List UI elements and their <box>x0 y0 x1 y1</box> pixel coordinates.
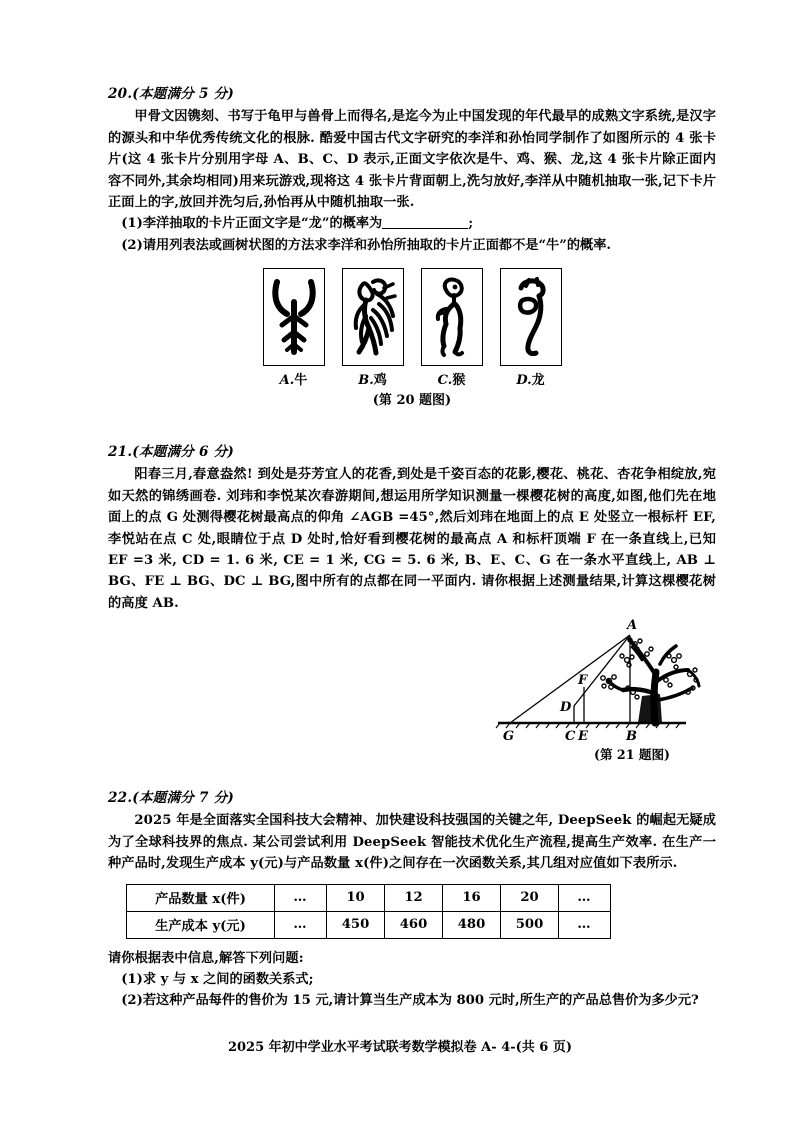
oracle-card-d <box>500 268 562 366</box>
question-20-figure <box>108 268 716 408</box>
label-F: F <box>578 673 588 689</box>
oracle-card-b <box>342 268 404 366</box>
tree-diagram <box>490 616 710 750</box>
card-label-a <box>263 369 325 388</box>
question-22-prompt: 请你根据表中信息,解答下列问题: <box>108 950 304 966</box>
question-22-body: 2025 年是全面落实全国科技大会精神、加快建设科技强国的关键之年, DeepSeek 的崛起无疑成为了全球科技界的焦点. 某公司尝试利用 DeepSeek 智能技术优化生产流程,提高生产效率. 在生产一种产品时,发现生产成本 y(元)与产品数量 x(件)之间存在一次函数关系,其几组对应值如下表所示. <box>108 813 716 872</box>
table-cell: … <box>275 884 327 911</box>
question-20-body: 甲骨文因镌刻、书写于龟甲与兽骨上而得名,是迄今为止中国发现的年代最早的成熟文字系统,是汉字的源头和中华优秀传统文化的根脉. 酷爱中国古代文字研究的李洋和孙怡同学制作了如图所示的 4 张卡片(这 4 张卡片分别用字母 A、B、C、D 表示,正面文字依次是牛、鸡、猴、龙,这 4 张卡片除正面内容不同外,其余均相同)用来玩游戏,现将这 4 张卡片背面朝上,洗匀放好,李洋从中随机抽取一张,记下卡片正面上的字,放回并洗匀后,孙怡再从中随机抽取一张. <box>108 109 716 210</box>
table-cell: … <box>559 911 611 938</box>
card-label-d <box>500 369 562 388</box>
question-21-body: 阳春三月,春意盎然! 到处是芬芳宜人的花香,到处是千姿百态的花影,樱花、桃花、杏花争相绽放,宛如天然的锦绣画卷. 刘玮和李悦某次春游期间,想运用所学知识测量一棵樱花树的高度,如图,他们先在地面上的点 G 处测得樱花树最高点的仰角 ∠AGB =45°,然后刘玮在地面上的点 E 处竖立一根标杆 EF,李悦站在点 C 处,眼睛位于点 D 处时,恰好看到樱花树的最高点 A 和标杆顶端 F 在一条直线上,已知 EF =3 米, CD = 1. 6 米, CE = 1 米, CG = 5. 6 米, B、E、C、G 在一条水平直线上, AB ⊥ BG、FE ⊥ BG、DC ⊥ BG,图中所有的点都在同一平面内. 请你根据上述测量结果,计算这棵樱花树的高度 AB. <box>108 467 716 611</box>
question-21-figure <box>108 616 716 766</box>
question-21-figure-caption: (第 21 题图) <box>594 747 670 763</box>
answer-blank[interactable] <box>382 228 468 229</box>
label-B: B <box>626 729 637 745</box>
question-22-part-1: (1)求 y 与 x 之间的函数关系式; <box>121 971 314 987</box>
oracle-card-c <box>421 268 483 366</box>
table-cell: 12 <box>385 884 443 911</box>
table-row <box>127 911 611 938</box>
card-name-d: 龙 <box>531 373 545 389</box>
question-20 <box>108 84 716 408</box>
question-21-heading: 21.(本题满分 6 分) <box>108 444 235 461</box>
card-letter-a: A. <box>279 373 295 389</box>
question-22-heading: 22.(本题满分 7 分) <box>108 790 235 807</box>
card-name-c: 猴 <box>452 373 466 389</box>
card-name-b: 鸡 <box>373 373 387 389</box>
production-cost-table <box>126 884 611 939</box>
card-letter-c: C. <box>437 373 453 389</box>
card-name-a: 牛 <box>294 373 308 389</box>
table-cell: 480 <box>443 911 501 938</box>
oracle-card-labels <box>263 369 562 388</box>
table-cell: 450 <box>327 911 385 938</box>
question-20-figure-caption: (第 20 题图) <box>372 393 452 409</box>
label-E: E <box>578 729 588 745</box>
table-cell: 10 <box>327 884 385 911</box>
table-cell: 20 <box>501 884 559 911</box>
table-row-header-quantity: 产品数量 x(件) <box>127 884 275 911</box>
table-cell: … <box>275 911 327 938</box>
question-20-heading: 20.(本题满分 5 分) <box>108 86 235 102</box>
card-letter-b: B. <box>358 373 374 389</box>
question-20-part-1-text: (1)李洋抽取的卡片正面文字是“龙”的概率为 <box>121 216 383 232</box>
page-footer: 2025 年初中学业水平考试联考数学模拟卷 A- 4-(共 6 页) <box>227 1040 573 1055</box>
card-label-b <box>342 369 404 388</box>
question-20-part-1-suffix: ; <box>468 216 474 232</box>
oracle-ox-icon <box>271 276 317 358</box>
oracle-monkey-icon <box>430 276 474 358</box>
label-C: C <box>565 729 576 745</box>
oracle-dragon-icon <box>509 276 553 358</box>
oracle-card-a <box>263 268 325 366</box>
label-G: G <box>503 729 515 745</box>
table-row <box>127 884 611 911</box>
question-22 <box>108 788 716 1012</box>
table-cell: 460 <box>385 911 443 938</box>
table-row-header-cost: 生产成本 y(元) <box>127 911 275 938</box>
oracle-rooster-icon <box>349 276 397 358</box>
table-cell: … <box>559 884 611 911</box>
card-label-c <box>421 369 483 388</box>
question-22-part-2: (2)若这种产品每件的售价为 15 元,请计算当生产成本为 800 元时,所生产的产品总售价为多少元? <box>121 993 699 1009</box>
oracle-card-row <box>263 268 562 366</box>
question-21 <box>108 442 716 766</box>
card-letter-d: D. <box>516 373 532 389</box>
question-20-part-2: (2)请用列表法或画树状图的方法求李洋和孙怡所抽取的卡片正面都不是“牛”的概率. <box>121 237 611 253</box>
label-A: A <box>627 618 638 634</box>
question-20-part-1 <box>108 213 716 234</box>
table-cell: 16 <box>443 884 501 911</box>
page-content <box>108 84 716 1012</box>
table-cell: 500 <box>501 911 559 938</box>
label-D: D <box>560 700 572 716</box>
